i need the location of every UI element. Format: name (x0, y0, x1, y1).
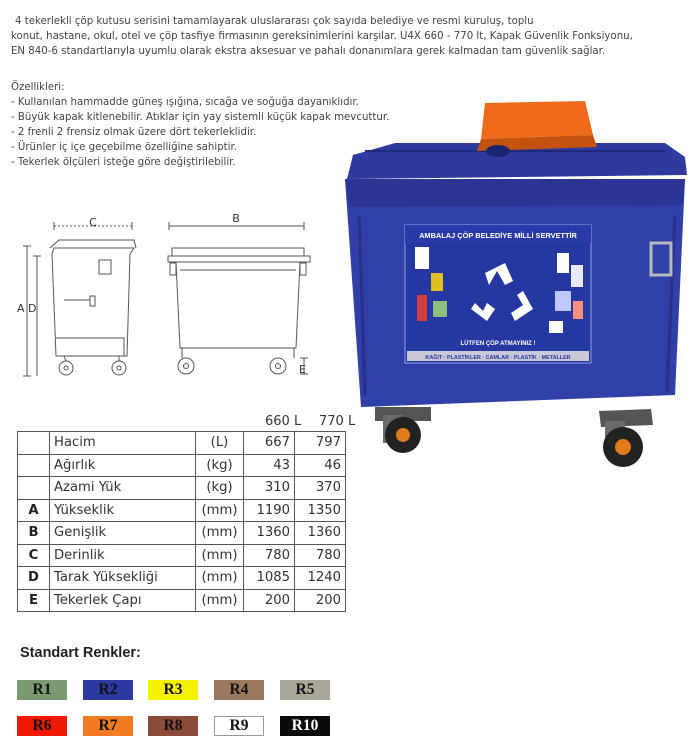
dimension-label-ad: A D (17, 302, 37, 315)
table-row (18, 544, 346, 567)
table-row (18, 499, 346, 522)
column-header-660: 660 L (265, 414, 302, 429)
intro-line: 4 tekerlekli çöp kutusu serisini tamamlayarak uluslararası çok sayıda belediye ve resmi kuruluş, toplu (15, 16, 534, 27)
table-row (18, 522, 346, 545)
row-value-770: 1240 (295, 567, 346, 590)
color-swatch-r6: R6 (17, 716, 67, 736)
row-letter (18, 454, 50, 477)
row-value-770: 46 (295, 454, 346, 477)
table-row (18, 477, 346, 500)
row-letter (18, 432, 50, 455)
row-letter: B (18, 522, 50, 545)
dimension-label-b: B (232, 212, 240, 225)
materials-text: KAĞIT · PLASTİKLER · CAMLAR · PLASTİK · METALLER (425, 355, 571, 361)
row-name: Hacim (50, 432, 196, 455)
intro-line: konut, hastane, okul, otel ve çöp tasfiye firmasının gereksinimlerini karşılar. U4X 660 - 770 lt, Kapak Güvenlik Fonksiyonu, (11, 31, 633, 42)
row-value-660: 200 (244, 589, 295, 612)
row-unit: (mm) (196, 589, 244, 612)
color-swatch-r9: R9 (214, 716, 264, 736)
row-unit: (L) (196, 432, 244, 455)
row-value-660: 667 (244, 432, 295, 455)
row-unit: (mm) (196, 544, 244, 567)
dimension-label-c: C (89, 216, 97, 229)
color-swatch-r1: R1 (17, 680, 67, 700)
row-letter: D (18, 567, 50, 590)
row-name: Genişlik (50, 522, 196, 545)
lid-label: AMBALAJ ÇÖP BELEDİYE MİLLİ SERVETTİR (419, 231, 577, 240)
colors-title: Standart Renkler: (20, 645, 141, 661)
table-row (18, 567, 346, 590)
row-name: Derinlik (50, 544, 196, 567)
feature-item: - 2 frenli 2 frensiz olmak üzere dört tekerleklidir. (11, 127, 257, 138)
feature-item: - Büyük kapak kitlenebilir. Atıklar için yay sistemli küçük kapak mevcuttur. (11, 112, 390, 123)
color-swatch-r3: R3 (148, 680, 198, 700)
row-letter: E (18, 589, 50, 612)
table-row (18, 589, 346, 612)
color-swatch-r8: R8 (148, 716, 198, 736)
feature-item: - Kullanılan hammadde güneş ışığına, sıcağa ve soğuğa dayanıklıdır. (11, 97, 359, 108)
technical-drawing (14, 208, 314, 383)
table-row (18, 454, 346, 477)
feature-item: - Tekerlek ölçüleri isteğe göre değiştirilebilir. (11, 157, 236, 168)
row-value-770: 797 (295, 432, 346, 455)
row-unit: (mm) (196, 567, 244, 590)
row-value-660: 780 (244, 544, 295, 567)
row-value-660: 1190 (244, 499, 295, 522)
column-header-770: 770 L (319, 414, 356, 429)
row-unit: (kg) (196, 454, 244, 477)
row-unit: (mm) (196, 522, 244, 545)
row-unit: (mm) (196, 499, 244, 522)
row-value-770: 780 (295, 544, 346, 567)
row-name: Azami Yük (50, 477, 196, 500)
color-swatch-r7: R7 (83, 716, 133, 736)
row-value-660: 1085 (244, 567, 295, 590)
dimension-label-e: E (299, 363, 306, 376)
slogan-text: LÜTFEN ÇÖP ATMAYINIZ ! (460, 341, 536, 347)
row-value-660: 310 (244, 477, 295, 500)
intro-text (11, 14, 691, 59)
table-row (18, 432, 346, 455)
row-value-660: 43 (244, 454, 295, 477)
features-title: Özellikleri: (11, 82, 65, 93)
specification-table (17, 431, 346, 612)
row-name: Yükseklik (50, 499, 196, 522)
color-swatch-r5: R5 (280, 680, 330, 700)
product-image (335, 95, 693, 475)
feature-item: - Ürünler iç içe geçebilme özelliğine sahiptir. (11, 142, 237, 153)
row-unit: (kg) (196, 477, 244, 500)
row-letter (18, 477, 50, 500)
row-value-770: 1360 (295, 522, 346, 545)
row-value-770: 370 (295, 477, 346, 500)
row-name: Tarak Yüksekliği (50, 567, 196, 590)
color-swatch-r4: R4 (214, 680, 264, 700)
row-value-770: 200 (295, 589, 346, 612)
color-swatch-r2: R2 (83, 680, 133, 700)
row-letter: C (18, 544, 50, 567)
row-name: Ağırlık (50, 454, 196, 477)
color-swatch-r10: R10 (280, 716, 330, 736)
row-name: Tekerlek Çapı (50, 589, 196, 612)
row-letter: A (18, 499, 50, 522)
row-value-660: 1360 (244, 522, 295, 545)
intro-line: EN 840-6 standartlarıyla uyumlu olarak ekstra aksesuar ve pahalı donanımlara gerek kalmadan tam güvenlik sağlar. (11, 46, 606, 57)
row-value-770: 1350 (295, 499, 346, 522)
